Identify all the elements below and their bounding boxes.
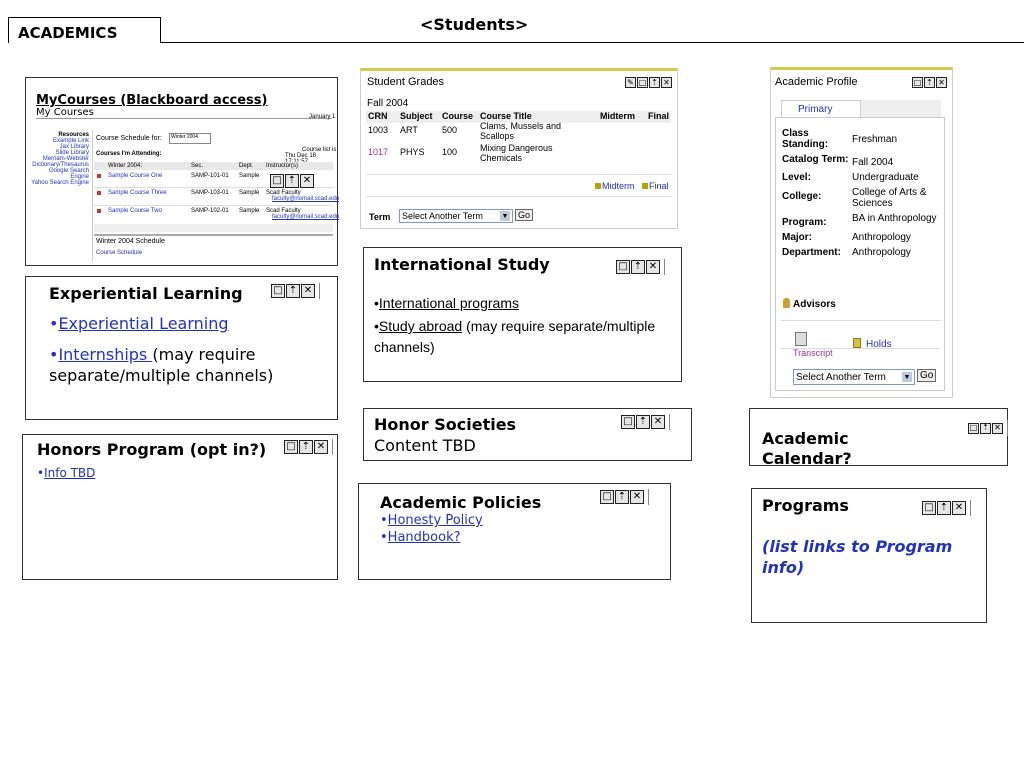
resource-link[interactable]: Google Search Engine: [48, 168, 89, 180]
course-link[interactable]: Sample Course Two: [108, 208, 162, 214]
programs-panel: [751, 488, 987, 623]
document-icon: [853, 338, 861, 348]
chevron-down-icon: ▼: [501, 212, 509, 220]
grades-term: Fall 2004: [367, 98, 409, 109]
chevron-down-icon: ▼: [903, 373, 911, 381]
course-dept: Sample: [239, 190, 260, 196]
transcript-link[interactable]: Transcript: [793, 348, 833, 358]
separator: [332, 439, 333, 455]
separator: [669, 414, 670, 430]
restore-icon[interactable]: ⇡: [631, 260, 645, 274]
grades-divider: [366, 174, 671, 175]
course-bullet-icon: [97, 191, 101, 195]
restore-icon[interactable]: ⇡: [980, 423, 991, 434]
mycourses-title-rule: [36, 118, 332, 119]
col-header: Sec.: [191, 163, 204, 169]
course-bullet-icon: [97, 209, 101, 213]
grades-title: Student Grades: [367, 76, 445, 88]
close-icon[interactable]: ✕: [300, 174, 314, 188]
field-value: BA in Anthropology: [852, 213, 937, 224]
transcript-icon: [795, 332, 807, 346]
profile-divider: [781, 320, 941, 321]
separator: [664, 259, 665, 275]
course-list-date: Thu Dec 18: [285, 153, 317, 159]
bullet: •: [380, 513, 388, 528]
close-icon[interactable]: ✕: [646, 260, 660, 274]
internships-note: (may require separate/multiple channels): [49, 345, 274, 385]
course-sec: SAMP-101-01: [191, 173, 229, 179]
bullet: •: [380, 530, 388, 545]
honors-program-controls: [284, 439, 333, 455]
term-select[interactable]: [169, 133, 211, 144]
academics-tab-label: ACADEMICS: [18, 24, 118, 42]
title-cell: Clams, Mussels and Scallops: [479, 121, 561, 141]
final-link[interactable]: Final: [642, 181, 669, 191]
course-link[interactable]: Sample Course One: [108, 173, 163, 179]
course-cell: 100: [441, 147, 457, 157]
field-value: Fall 2004: [852, 157, 894, 168]
academic-calendar-panel: [749, 408, 1008, 466]
profile-panel: [770, 67, 953, 398]
field-label: Class Standing:: [782, 128, 829, 150]
international-link-1[interactable]: •International programs: [374, 295, 519, 311]
honor-societies-body: Content TBD: [374, 436, 476, 455]
table-row: [94, 189, 340, 205]
advisors-item[interactable]: Advisors: [783, 298, 836, 310]
resource-link[interactable]: Yahoo Search Engine: [31, 180, 89, 186]
tab-primary-label: Primary: [798, 104, 833, 115]
page-title: <Students>: [420, 15, 529, 34]
crn-cell: 1003: [368, 125, 389, 135]
term-select-value: Select Another Term: [796, 371, 886, 383]
profile-row: [782, 170, 942, 185]
minimize-icon[interactable]: □: [271, 284, 285, 298]
table-row: [366, 121, 671, 143]
term-select-value: Select Another Term: [402, 211, 483, 221]
minimize-icon[interactable]: □: [638, 77, 647, 87]
minimize-icon[interactable]: □: [621, 415, 635, 429]
bullet: •: [49, 314, 59, 333]
honor-societies-controls: [621, 414, 670, 430]
honors-info-link[interactable]: •Info TBD: [37, 466, 96, 480]
crn-link[interactable]: 1017: [368, 147, 389, 157]
study-abroad-note: (may require separate/multiple channels): [374, 318, 656, 355]
mycourses-subtitle: My Courses: [36, 107, 94, 118]
resource-link[interactable]: Merriam-Webster Dictionary/Thesaurus: [32, 156, 89, 168]
handbook-link[interactable]: •Handbook?: [380, 530, 461, 545]
academic-policies-controls: [600, 489, 649, 505]
field-label: College:: [782, 191, 822, 202]
course-bullet-icon: [97, 174, 101, 178]
resources-divider: [92, 130, 93, 262]
midterm-link[interactable]: Midterm: [595, 181, 635, 191]
grades-controls: [625, 77, 672, 88]
minimize-icon[interactable]: □: [600, 490, 614, 504]
separator: [319, 283, 320, 299]
col-header: Dept.: [239, 163, 254, 169]
honor-societies-panel: [363, 408, 692, 461]
international-panel: [363, 247, 682, 382]
title-cell: Mixing Dangerous Chemicals: [479, 143, 553, 163]
minimize-icon[interactable]: □: [969, 423, 978, 432]
experiential-title: Experiential Learning: [49, 284, 243, 303]
restore-icon[interactable]: ⇡: [286, 284, 300, 298]
course-schedule-link[interactable]: Course Schedule: [96, 250, 143, 256]
close-icon[interactable]: ✕: [992, 423, 1003, 434]
academic-calendar-title: Academic Calendar?: [762, 429, 852, 468]
col-title: Course Title: [479, 111, 532, 121]
course-list-label: Course list is: [302, 147, 337, 153]
close-icon[interactable]: ✕: [314, 440, 328, 454]
mycourses-panel: [25, 77, 338, 266]
field-value: Undergraduate: [852, 172, 919, 183]
col-subject: Subject: [399, 111, 433, 121]
schedule-divider: [94, 234, 333, 236]
go-button[interactable]: Go: [515, 209, 533, 221]
schedule-footer: Winter 2004 Schedule: [96, 238, 165, 245]
course-instructor: Scad Faculty: [266, 190, 301, 196]
term-label: Term: [369, 212, 391, 222]
honors-program-panel: [22, 434, 338, 580]
field-label: Level:: [782, 172, 811, 183]
bullet: •: [374, 318, 379, 334]
arrow-icon: [642, 183, 648, 189]
subject-cell: ART: [399, 125, 418, 135]
grades-divider: [366, 196, 671, 197]
instructor-email[interactable]: faculty@nomail.scad.edu: [272, 214, 340, 220]
restore-icon[interactable]: ⇡: [615, 490, 629, 504]
academic-calendar-controls: [968, 420, 1008, 436]
experiential-link-1[interactable]: •Experiential Learning: [49, 314, 229, 333]
row-divider: [94, 205, 333, 206]
term-select[interactable]: [793, 369, 915, 385]
mycourses-title[interactable]: MyCourses (Blackboard access): [36, 93, 268, 108]
col-crn: CRN: [368, 111, 388, 121]
grades-panel: [360, 68, 678, 229]
minimize-icon[interactable]: □: [616, 260, 630, 274]
close-icon[interactable]: ✕: [630, 490, 644, 504]
course-link[interactable]: Sample Course Three: [108, 190, 167, 196]
field-value: Anthropology: [852, 247, 911, 258]
col-header: Winter 2004:: [108, 163, 143, 169]
academics-tab[interactable]: [8, 17, 161, 43]
go-button[interactable]: Go: [917, 369, 936, 382]
profile-fields: [782, 126, 942, 260]
minimize-icon[interactable]: □: [284, 440, 298, 454]
close-icon[interactable]: ✕: [936, 77, 947, 88]
internships-link[interactable]: Internships: [58, 345, 153, 364]
separator: [648, 489, 649, 505]
restore-icon[interactable]: ⇡: [937, 501, 951, 515]
profile-title: Academic Profile: [775, 76, 858, 88]
close-icon[interactable]: ✕: [661, 77, 672, 88]
tab-primary[interactable]: [781, 100, 861, 118]
resource-link[interactable]: Slide Library: [55, 150, 89, 156]
field-label: Department:: [782, 247, 841, 258]
minimize-icon[interactable]: □: [270, 174, 284, 188]
course-dept: Sample: [239, 208, 260, 214]
bullet: •: [374, 295, 379, 311]
grades-table: [366, 111, 671, 165]
profile-row: [782, 211, 942, 230]
study-abroad-link[interactable]: Study abroad: [378, 318, 463, 334]
restore-icon[interactable]: ⇡: [636, 415, 650, 429]
term-select-value: Winter 2004: [171, 134, 198, 140]
col-header: Instructor(s): [266, 163, 299, 169]
resources-heading: Resources: [58, 132, 89, 138]
programs-controls: [922, 500, 971, 516]
close-icon[interactable]: ✕: [301, 284, 315, 298]
separator: [1007, 420, 1008, 436]
instructor-email[interactable]: faculty@nomail.scad.edu: [272, 196, 340, 202]
term-select[interactable]: [399, 209, 513, 223]
international-link-2: [374, 316, 664, 358]
person-icon: [783, 298, 790, 308]
profile-row: [782, 126, 942, 152]
international-title: International Study: [374, 255, 550, 274]
holds-link[interactable]: Holds: [853, 338, 892, 350]
field-label: Catalog Term:: [782, 154, 849, 165]
minimize-icon[interactable]: □: [922, 501, 936, 515]
table-footer-bar: [94, 224, 333, 232]
restore-icon[interactable]: ⇡: [285, 174, 299, 188]
course-dept: Sample: [239, 173, 260, 179]
table-row: [94, 207, 340, 223]
field-label: Program:: [782, 217, 827, 228]
edit-icon[interactable]: ✎: [625, 77, 636, 88]
arrow-icon: [595, 183, 601, 189]
field-label: Major:: [782, 232, 812, 243]
attending-label: Courses I'm Attending:: [96, 151, 162, 157]
bullet: •: [37, 466, 45, 480]
field-value: College of Arts & Sciences: [852, 187, 927, 209]
field-value: Anthropology: [852, 232, 911, 243]
honor-societies-title: Honor Societies: [374, 415, 517, 434]
mycourses-controls: [270, 174, 314, 188]
restore-icon[interactable]: ⇡: [924, 77, 935, 88]
profile-row: [782, 152, 942, 170]
schedule-label: Course Schedule for:: [96, 135, 162, 142]
profile-row: [782, 245, 942, 260]
course-sec: SAMP-103-01: [191, 190, 229, 196]
col-final: Final: [647, 111, 669, 121]
programs-note: (list links to Program info): [762, 537, 953, 577]
honors-program-title: Honors Program (opt in?): [37, 440, 267, 459]
international-controls: [616, 259, 665, 275]
profile-controls: [912, 77, 947, 88]
col-midterm: Midterm: [599, 111, 635, 121]
restore-icon[interactable]: ⇡: [649, 77, 660, 88]
col-course: Course: [441, 111, 473, 121]
minimize-icon[interactable]: □: [913, 77, 922, 87]
resource-link[interactable]: Jax Library: [59, 144, 89, 150]
experiential-link-2: [49, 344, 309, 386]
subject-cell: PHYS: [399, 147, 425, 157]
field-value: Freshman: [852, 134, 898, 145]
tab-strip: [861, 100, 941, 118]
experiential-controls: [271, 283, 320, 299]
bullet: •: [49, 345, 59, 364]
course-sec: SAMP-102-01: [191, 208, 229, 214]
resources-list: [31, 132, 89, 186]
mycourses-date: January 1: [309, 114, 336, 120]
close-icon[interactable]: ✕: [952, 501, 966, 515]
separator: [970, 500, 971, 516]
course-instructor: Scad Faculty: [266, 208, 301, 214]
header-rule: [161, 42, 1024, 43]
honesty-policy-link[interactable]: •Honesty Policy: [380, 513, 483, 528]
restore-icon[interactable]: ⇡: [299, 440, 313, 454]
academic-policies-panel: [358, 483, 671, 580]
academic-policies-title: Academic Policies: [380, 493, 542, 512]
profile-row: [782, 230, 942, 245]
table-row: [366, 143, 671, 165]
course-cell: 500: [441, 125, 457, 135]
close-icon[interactable]: ✕: [651, 415, 665, 429]
programs-title: Programs: [762, 496, 849, 515]
profile-row: [782, 185, 942, 211]
resource-link[interactable]: Example Link: [52, 138, 89, 144]
